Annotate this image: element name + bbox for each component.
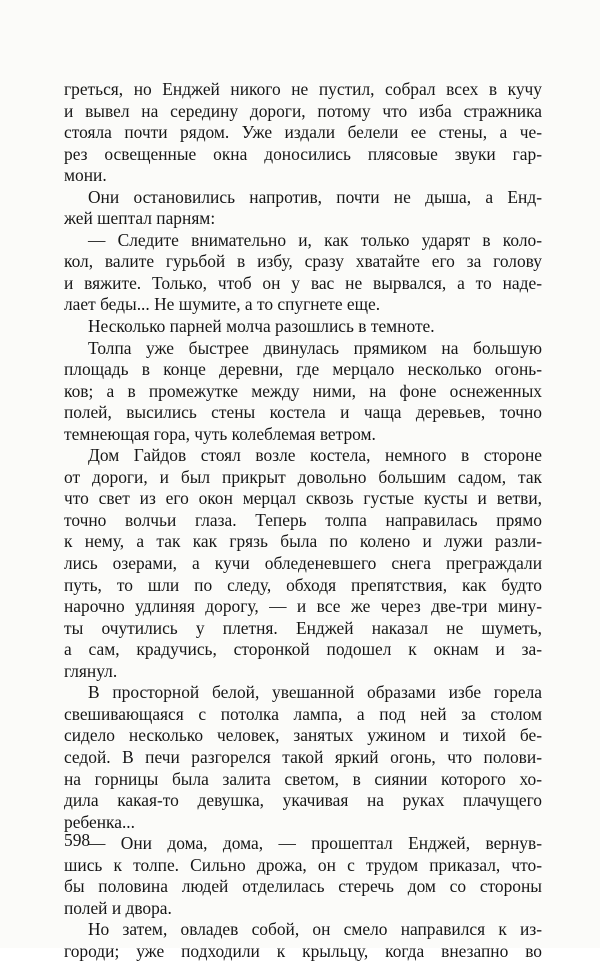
- text-line: на горницы была залита светом, в сиянии которого хо-: [64, 768, 542, 789]
- text-line: жей шептал парням:: [64, 208, 216, 229]
- text-line: рез освещенные окна доносились плясовые звуки гар-: [64, 143, 542, 164]
- text-line: бы половина людей отделилась стеречь дом со стороны: [64, 876, 542, 897]
- text-line: мони.: [64, 165, 107, 186]
- text-line: темнеющая гора, чуть колеблемая ветром.: [64, 423, 376, 444]
- text-line: а сам, крадучись, сторонкой подошел к окнам и за-: [64, 639, 542, 660]
- text-line: и вяжите. Только, чтоб он у вас не вырвался, а то наде-: [64, 272, 542, 293]
- text-line: ков; а в промежутке между ними, на фоне оснеженных: [64, 380, 542, 401]
- text-line: от дороги, и был прикрыт довольно большим садом, так: [64, 466, 542, 487]
- text-line: путь, то шли по следу, обходя препятствия, как будто: [64, 574, 542, 595]
- text-line: седой. В печи разгорелся такой яркий огонь, что полови-: [64, 746, 542, 767]
- text-line: сидело несколько человек, занятых ужином и тихой бе-: [64, 725, 542, 746]
- text-line: глянул.: [64, 660, 118, 681]
- text-line: что свет из его окон мерцал сквозь густые кусты и ветви,: [64, 488, 542, 509]
- text-line: шись к толпе. Сильно дрожа, он с трудом приказал, что-: [64, 854, 542, 875]
- text-line: полей, высились стены костела и чаща деревьев, точно: [64, 402, 542, 423]
- text-line: точно волчьи глаза. Теперь толпа направилась прямо: [64, 509, 542, 530]
- text-line: городи; уже подходили к крыльцу, когда внезапно во: [64, 940, 542, 961]
- page-number: 598: [64, 830, 91, 850]
- body-text: [64, 79, 542, 962]
- text-line: к нему, а так как грязь была по колено и лужи разли-: [64, 531, 542, 552]
- text-line: Но затем, овладев собой, он смело направился к из-: [88, 919, 542, 940]
- text-line: греться, но Енджей никого не пустил, собрал всех в кучу: [64, 79, 542, 99]
- text-line: Несколько парней молча разошлись в темноте.: [88, 316, 435, 337]
- text-line: Они остановились напротив, почти не дыша, а Енд-: [88, 186, 542, 207]
- text-line: — Они дома, дома, — прошептал Енджей, вернув-: [88, 833, 542, 854]
- text-line: площадь в конце деревни, где мерцало несколько огонь-: [64, 359, 542, 380]
- text-line: дила какая-то девушка, укачивая на руках плачущего: [64, 790, 542, 811]
- text-line: и вывел на середину дороги, потому что изба стражника: [64, 100, 542, 121]
- text-line: Толпа уже быстрее двинулась прямиком на большую: [88, 337, 542, 358]
- text-line: кол, валите гурьбой в избу, сразу хватайте его за голову: [64, 251, 542, 272]
- text-line: ребенка...: [64, 811, 136, 832]
- text-line: полей и двора.: [64, 897, 172, 918]
- text-line: В просторной белой, увешанной образами избе горела: [88, 682, 542, 703]
- text-line: — Следите внимательно и, как только ударят в коло-: [88, 229, 542, 250]
- text-line: лись озерами, а кучи обледеневшего снега преграждали: [64, 553, 542, 574]
- text-line: Дом Гайдов стоял возле костела, немного в стороне: [88, 445, 542, 466]
- text-line: ты очутились у плетня. Енджей наказал не шуметь,: [64, 617, 542, 638]
- text-line: нарочно удлиняя дорогу, — и все же через две-три мину-: [64, 596, 542, 617]
- text-line: стояла почти рядом. Уже издали белели ее стены, а че-: [64, 122, 542, 143]
- text-line: лает беды... Не шумите, а то спугнете еще.: [64, 294, 381, 315]
- text-line: свешивающаяся с потолка лампа, а под ней за столом: [64, 703, 542, 724]
